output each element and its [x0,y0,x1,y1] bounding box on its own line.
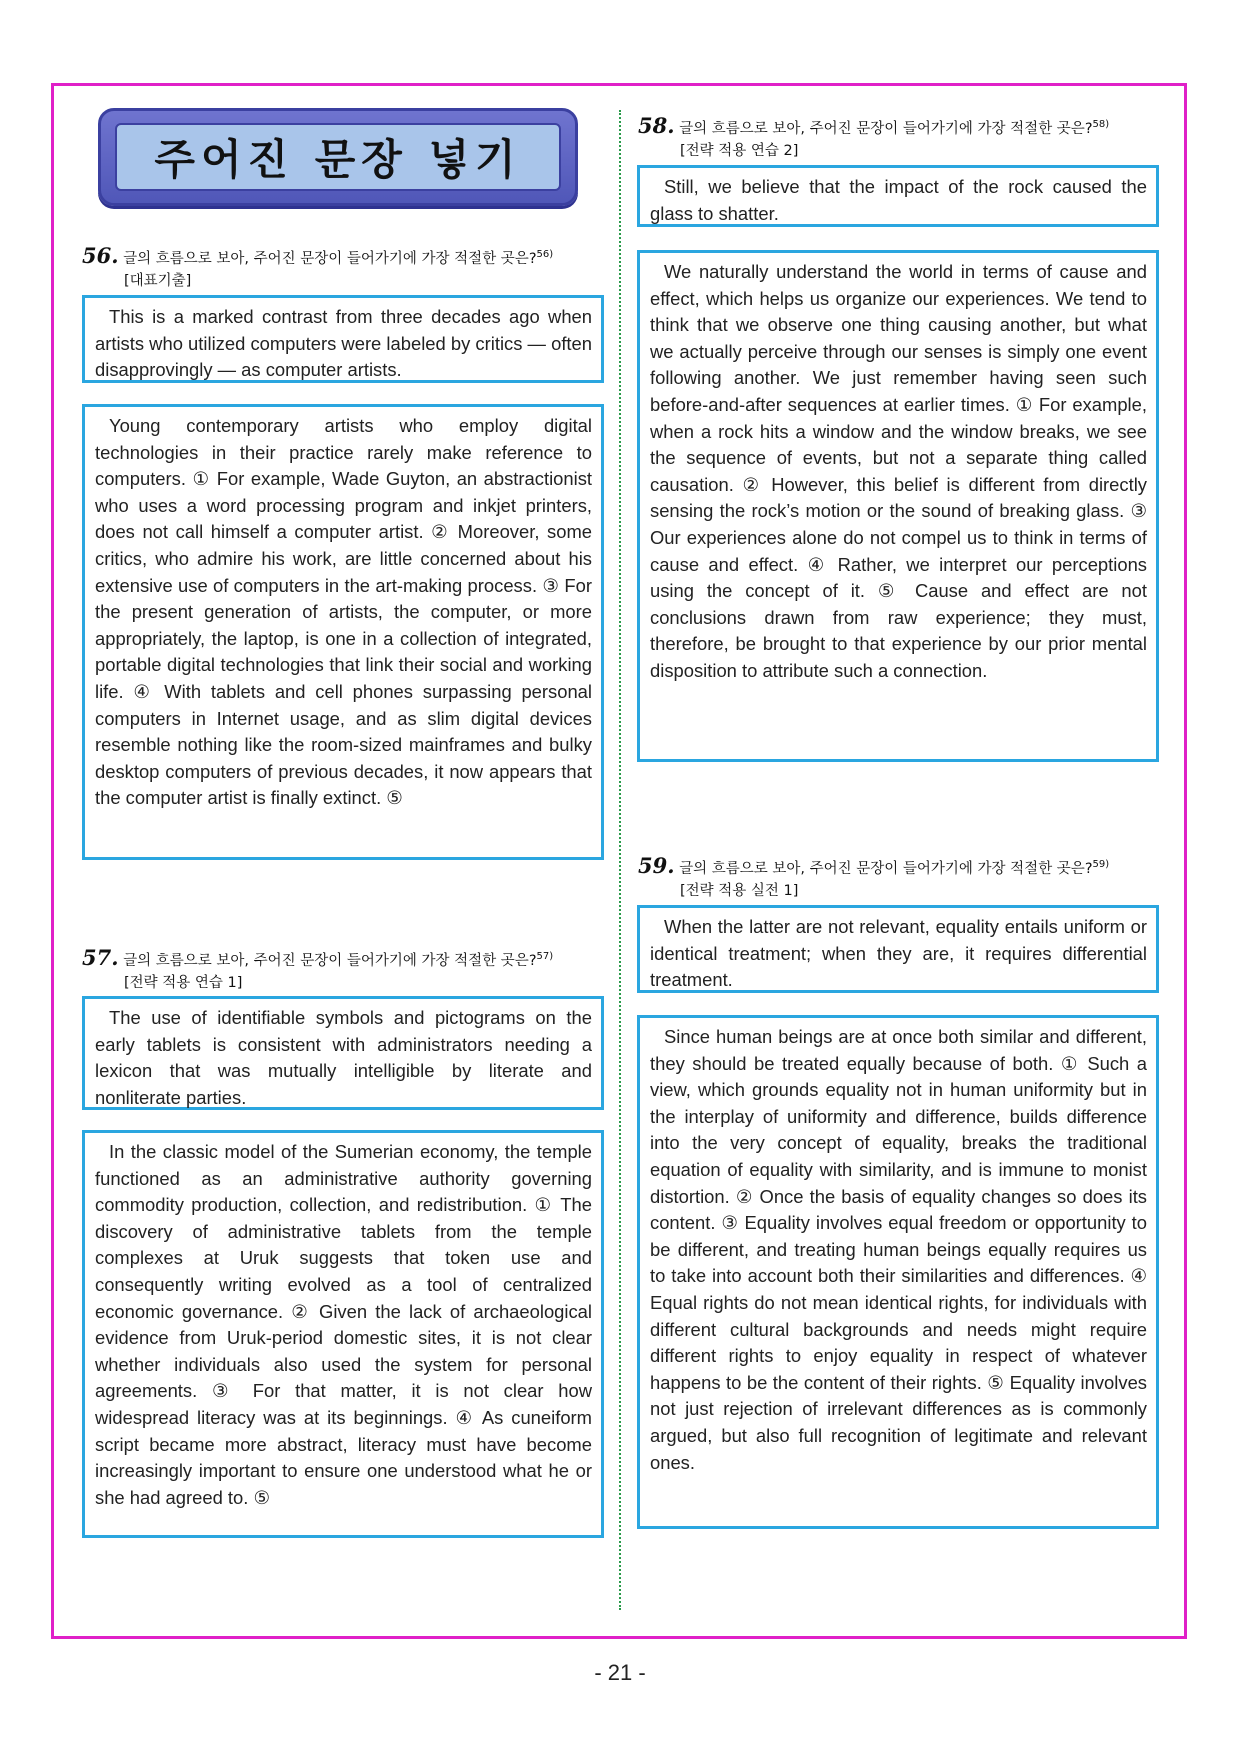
given-sentence-box-58 [637,165,1159,227]
question-prompt: 글의 흐름으로 보아, 주어진 문장이 들어가기에 가장 적절한 곳은? [123,952,537,969]
question-footnote: 57) [536,951,554,962]
question-number: 57. [82,944,119,970]
question-prompt: 글의 흐름으로 보아, 주어진 문장이 들어가기에 가장 적절한 곳은? [679,120,1093,137]
column-divider [619,110,621,1610]
given-sentence: This is a marked contrast from three decades ago when artists who utilized computers were labeled by critics — often disapprovingly — as computer artists. [95,306,592,381]
question-header-59 [638,854,1178,902]
page-number: - 21 - [594,1660,646,1685]
question-header-56 [82,244,612,292]
given-sentence-box-59 [637,905,1159,993]
passage-box-58 [637,250,1159,762]
question-number: 58. [638,112,675,138]
question-footnote: 59) [1092,859,1110,870]
passage-text: Since human beings are at once both similar and different, they should be treated equally because of both. ① Such a view, which grounds equality not in human uniformity but in the interplay of uniformity and difference, builds difference into the very concept of equality, breaks the traditional equation of equality with similarity, and is immune to monist distortion. ② Once the basis of equality changes so does its content. ③ Equality involves equal freedom or opportunity to be different, and treating human beings equally requires us to take into account both their similarities and differences. ④ Equal rights do not mean identical rights, for individuals with different cultural backgrounds and needs might require different rights to enjoy equality in respect of whatever happens to be the content of their rights. ⑤ Equality involves not just rejection of irrelevant differences as is commonly argued, but also full recognition of legitimate and relevant ones. [650,1026,1147,1473]
question-source: [전략 적용 연습 1] [124,974,243,991]
question-prompt: 글의 흐름으로 보아, 주어진 문장이 들어가기에 가장 적절한 곳은? [123,250,537,267]
given-sentence-box-56 [82,295,604,383]
passage-box-59 [637,1015,1159,1529]
passage-text: In the classic model of the Sumerian economy, the temple functioned as an administrative authority governing commodity production, collection, and redistribution. ① The discovery of administrative tablets from the temple complexes at Uruk suggests that token use and consequently writing evolved as a tool of centralized economic governance. ② Given the lack of archaeological evidence from Uruk-period domestic sites, it is not clear whether individuals also used the system for personal agreements. ③ For that matter, it is not clear how widespread literacy was at its beginnings. ④ As cuneiform script became more abstract, literacy must have become increasingly important to ensure one understood what he or she had agreed to. ⑤ [95,1141,592,1508]
given-sentence: When the latter are not relevant, equality entails uniform or identical treatment; when they are, it requires differential treatment. [650,916,1147,991]
question-header-58 [638,114,1178,162]
question-source: [전략 적용 실전 1] [680,882,799,899]
question-number: 59. [638,852,675,878]
section-title-banner [98,108,578,206]
given-sentence-box-57 [82,996,604,1110]
passage-text: Young contemporary artists who employ digital technologies in their practice rarely make reference to computers. ① For example, Wade Guyton, an abstractionist who uses a word processing program and inkjet printers, does not call himself a computer artist. ② Moreover, some critics, who admire his work, are little concerned about his extensive use of computers in the art-making process. ③ For the present generation of artists, the computer, or more appropriately, the laptop, is one in a collection of integrated, portable digital technologies that link their social and working life. ④ With tablets and cell phones surpassing personal computers in Internet usage, and as slim digital devices resemble nothing like the room-sized mainframes and bulky desktop computers of previous decades, it now appears that the computer artist is finally extinct. ⑤ [95,415,592,809]
passage-box-57 [82,1130,604,1538]
question-header-57 [82,946,612,994]
question-footnote: 58) [1092,119,1110,130]
question-number: 56. [82,242,119,268]
given-sentence: Still, we believe that the impact of the rock caused the glass to shatter. [650,176,1147,224]
section-title: 주어진 문장 넣기 [154,135,522,184]
question-prompt: 글의 흐름으로 보아, 주어진 문장이 들어가기에 가장 적절한 곳은? [679,860,1093,877]
question-footnote: 56) [536,249,554,260]
question-source: [대표기출] [124,272,192,289]
question-source: [전략 적용 연습 2] [680,142,799,159]
passage-text: We naturally understand the world in terms of cause and effect, which helps us organize our experiences. We tend to think that we observe one thing causing another, but what we actually perceive through our senses is simply one event following another. We just remember having seen such before-and-after sequences at earlier times. ① For example, when a rock hits a window and the window breaks, we see the sequence of events, but not a separate thing called causation. ② However, this belief is different from directly sensing the rock’s motion or the sound of breaking glass. ③ Our experiences alone do not compel us to think in terms of cause and effect. ④ Rather, we interpret our perceptions using the concept of it. ⑤ Cause and effect are not conclusions drawn from raw experience; they must, therefore, be brought to that experience by our prior mental disposition to attribute such a connection. [650,261,1147,681]
passage-box-56 [82,404,604,860]
given-sentence: The use of identifiable symbols and pictograms on the early tablets is consistent with administrators needing a lexicon that was mutually intelligible by literate and nonliterate parties. [95,1007,592,1108]
section-title-plate [115,123,561,191]
